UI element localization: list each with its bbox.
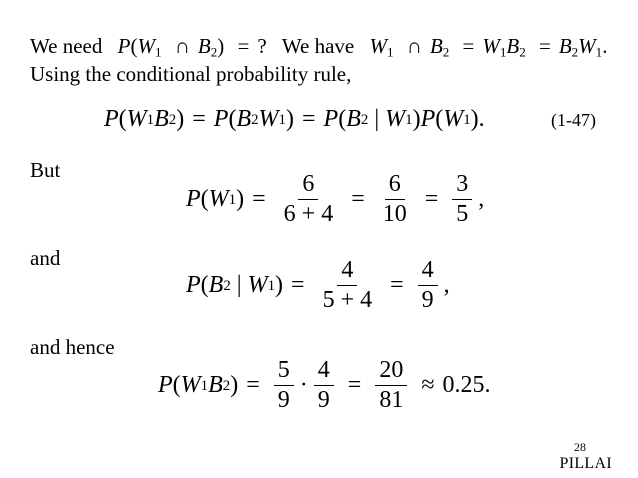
equation-1-47: P ( W 1 B 2 ) = P ( B 2 W 1 ) = P ( B 2 | W 1 ) P ( W 1 ) . xyxy=(104,106,485,132)
math-have: $W_1$ ∩ $B_2 = W_1B_2 = B_2W_1$. xyxy=(369,34,608,60)
fraction: $\frac{3}{5}$ xyxy=(452,172,472,227)
author-name: PILLAI xyxy=(559,455,612,472)
fraction: $\frac{4}{9}$ xyxy=(418,258,438,313)
fraction: $\frac{6}{10}$ xyxy=(382,171,407,228)
equation-p-w1: P ( W 1 ) = $\frac{6}{6 + 4}$ = $\frac{6}{10}$ = $\frac{3}{5}$ , xyxy=(186,171,485,228)
fraction: $\frac{5}{9}$ xyxy=(274,358,294,413)
text-and: and xyxy=(30,246,61,270)
fraction: $\frac{4}{9}$ xyxy=(314,358,334,413)
text-but: But xyxy=(30,158,61,182)
page-number: 28 xyxy=(574,440,586,454)
text-we-need: We need xyxy=(30,34,103,58)
text-and-hence: and hence xyxy=(30,335,115,359)
text-we-have: We have xyxy=(281,34,355,58)
equation-tag: (1-47) xyxy=(551,110,596,130)
fraction: $\frac{4}{5 + 4}$ xyxy=(322,257,373,314)
fraction: $\frac{20}{81}$ xyxy=(375,358,407,413)
intro-line-2: Using the conditional probability rule, xyxy=(30,62,352,86)
equation-p-b2-given-w1: P ( B 2 | W 1 ) = $\frac{4}{5 + 4}$ = $\frac{4}{9}$ , xyxy=(186,257,450,314)
math-need: $P(W_1$ ∩ $B_2$) = ? xyxy=(117,34,267,60)
intro-line-1 xyxy=(30,34,607,59)
equation-result: P ( W 1 B 2 ) = $\frac{5}{9}$ · $\frac{4}{9}$ = $\frac{20}{81}$ ≈ 0.25. xyxy=(158,357,491,414)
fraction: $\frac{6}{6 + 4}$ xyxy=(283,171,334,228)
